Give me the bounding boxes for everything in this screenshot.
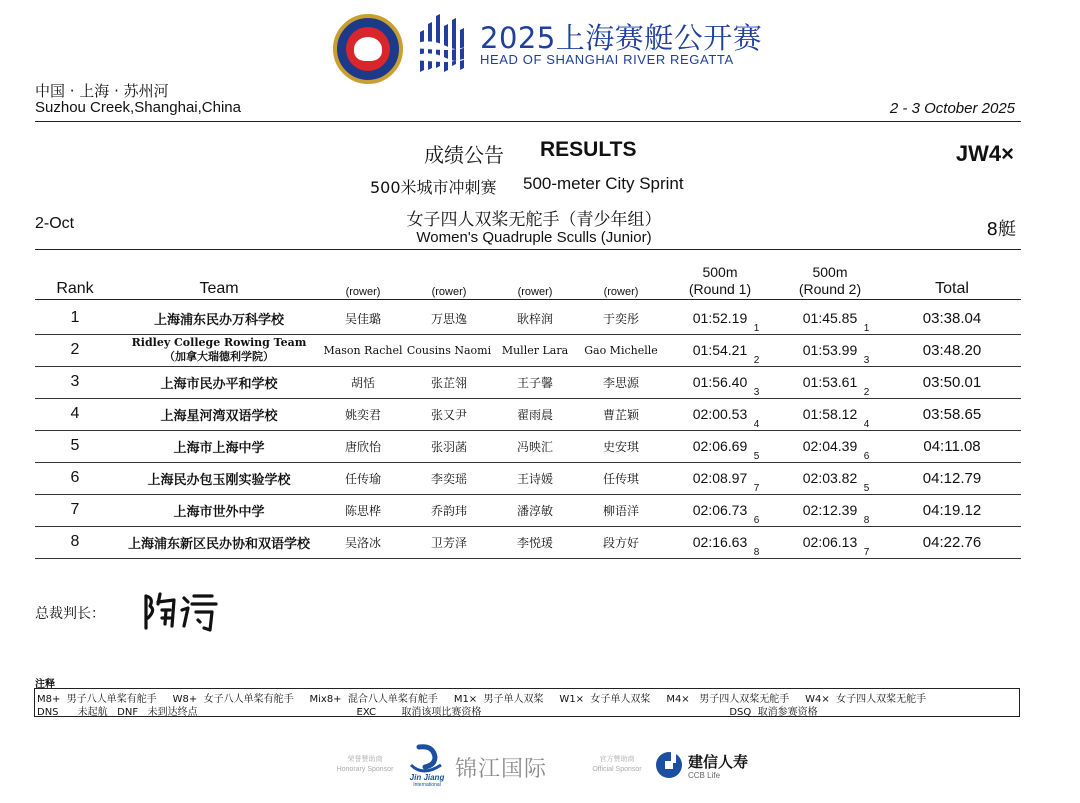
rower-cell: 李悦瑗: [516, 535, 553, 550]
rower-cell: Muller Lara: [501, 343, 569, 357]
time-value-wrap: [692, 406, 760, 430]
header-total: Total: [935, 280, 969, 297]
team-cell: [115, 334, 323, 366]
header-team: Team: [199, 280, 239, 297]
round2-time-cell: [775, 334, 885, 366]
team-name-block: [154, 309, 284, 328]
divider: [35, 121, 1021, 122]
rower-cell: 卫芳泽: [430, 535, 467, 550]
race-type-en: 500-meter City Sprint: [523, 174, 684, 193]
team-name: 上海市上海中学: [173, 440, 265, 456]
time-value: 01:58.12: [802, 406, 858, 422]
rower-cell: 万思逸: [430, 311, 467, 326]
team-cell: [115, 494, 323, 526]
rower-cell: 史安琪: [602, 439, 639, 454]
total-time-cell: 04:19.12: [922, 501, 982, 519]
round-rank: 1: [753, 323, 760, 334]
time-value-wrap: [692, 342, 760, 366]
team-cell: [115, 302, 323, 334]
total-time-cell: 04:12.79: [922, 469, 982, 487]
divider: [35, 249, 1021, 250]
rower-cell: 张羽菡: [430, 439, 467, 454]
round2-time-cell: [775, 302, 885, 334]
rower-cell: 吴洛冰: [344, 535, 381, 550]
rower-cell: 翟雨晨: [516, 407, 553, 422]
divider: [35, 299, 1021, 300]
round2-time-cell: [775, 430, 885, 462]
round1-time-cell: [665, 398, 775, 430]
header-round1: [665, 264, 775, 298]
rower-cell: Mason Rachel: [323, 343, 403, 357]
header-rower: (rower): [431, 286, 467, 298]
location-en: Suzhou Creek,Shanghai,China: [35, 99, 241, 116]
table-row: [35, 526, 1021, 559]
notes-boat-classes: M8+ 男子八人单桨有舵手 W8+ 女子八人单桨有舵手 Mix8+ 混合八人单桨有舵手 M1× 男子单人双桨 W1× 女子单人双桨 M4× 男子四人双桨无舵手 W4× 女子四人双桨无舵手: [37, 694, 927, 705]
team-name-block: [173, 501, 264, 520]
ccb-name-en: CCB Life: [688, 771, 721, 780]
round-rank: 2: [753, 355, 760, 366]
ccb-name: 建信人寿: [688, 753, 749, 771]
regatta-title-en: HEAD OF SHANGHAI RIVER REGATTA: [480, 52, 734, 67]
rower-cell: 耿梓润: [516, 311, 553, 326]
time-value: 02:06.73: [692, 502, 748, 518]
rower-cell: 段方好: [602, 535, 639, 550]
time-value-wrap: [802, 406, 870, 430]
team-name-secondary: （加拿大瑞德利学院）: [164, 350, 274, 363]
header-rower: (rower): [603, 286, 639, 298]
time-value: 01:54.21: [692, 342, 748, 358]
total-time-cell: 03:50.01: [922, 373, 982, 391]
table-row: [35, 494, 1021, 527]
time-value-wrap: [802, 342, 870, 366]
team-name: 上海市民办平和学校: [160, 376, 278, 392]
round1-time-cell: [665, 526, 775, 558]
rower-cell: 于奕彤: [602, 311, 639, 326]
rower-cell: Cousins Naomi: [406, 343, 492, 357]
team-name-block: [160, 373, 277, 392]
round-rank: 5: [863, 483, 870, 494]
rower-cell: 吴佳璐: [344, 311, 381, 326]
rower-cell: 李奕瑶: [430, 471, 467, 486]
table-row: [35, 366, 1021, 399]
total-time-cell: 04:11.08: [923, 437, 981, 455]
team-name-block: [132, 336, 307, 364]
team-name-block: [173, 437, 264, 456]
header-rower: (rower): [345, 286, 381, 298]
rank-cell: 4: [70, 405, 80, 422]
location-cn: 中国 · 上海 · 苏州河: [35, 82, 169, 100]
rower-cell: 张芷翎: [430, 375, 467, 390]
time-value: 02:16.63: [692, 534, 748, 550]
round1-time-cell: [665, 430, 775, 462]
time-value-wrap: [802, 502, 870, 526]
rower-cell: 柳语洋: [602, 503, 639, 518]
table-row: [35, 302, 1021, 335]
time-value: 01:56.40: [692, 374, 748, 390]
date-range: 2 - 3 October 2025: [889, 100, 1015, 117]
race-type-cn: 500米城市冲刺赛: [370, 178, 497, 197]
notes-box: [34, 688, 1020, 717]
rank-cell: 1: [70, 309, 80, 326]
notes-status-codes: DNS 未起航 DNF 未到达终点 EXC 取消该项比赛资格 DSQ 取消参赛资格: [37, 707, 818, 718]
team-name: 上海星河湾双语学校: [160, 408, 278, 424]
rower-cell: 任传琪: [602, 471, 639, 486]
round-rank: 6: [753, 515, 760, 526]
honorary-sponsor-label: 荣誉赞助商 Honorary Sponsor: [336, 756, 394, 773]
team-name-block: [128, 533, 310, 552]
round2-time-cell: [775, 494, 885, 526]
rowing-association-logo: [333, 14, 403, 84]
boat-count: 8艇: [986, 219, 1016, 240]
time-value: 01:53.99: [802, 342, 858, 358]
rank-cell: 3: [70, 373, 80, 390]
time-value: 02:08.97: [692, 470, 748, 486]
header-round2-label: (Round 2): [798, 281, 862, 297]
regatta-wave-logo: [410, 12, 470, 74]
time-value-wrap: [802, 374, 870, 398]
time-value: 01:53.61: [802, 374, 858, 390]
time-value-wrap: [692, 502, 760, 526]
team-name: 上海民办包玉刚实验学校: [147, 472, 291, 488]
time-value: 02:06.13: [802, 534, 858, 550]
time-value-wrap: [802, 470, 870, 494]
time-value-wrap: [802, 438, 870, 462]
team-name-block: [147, 469, 290, 488]
time-value: 01:52.19: [692, 310, 748, 326]
chief-referee-label: 总裁判长：: [35, 606, 105, 622]
table-row: [35, 430, 1021, 463]
total-time-cell: 03:38.04: [922, 309, 982, 327]
rower-cell: 乔韵玮: [430, 503, 467, 518]
round2-time-cell: [775, 462, 885, 494]
time-value: 02:03.82: [802, 470, 858, 486]
rank-cell: 7: [70, 501, 80, 518]
chief-referee-signature: [140, 588, 220, 634]
rank-cell: 5: [70, 437, 80, 454]
team-name: Ridley College Rowing Team: [131, 336, 307, 349]
ccb-logo: [654, 750, 684, 780]
table-row: [35, 334, 1021, 367]
results-table-header: [35, 262, 1021, 300]
round-rank: 2: [863, 387, 870, 398]
jinjiang-name: 锦江国际: [455, 757, 548, 782]
event-name-en: Women's Quadruple Sculls (Junior): [416, 229, 652, 246]
time-value: 02:06.69: [692, 438, 748, 454]
event-name-cn: 女子四人双桨无舵手（青少年组）: [406, 210, 662, 230]
round1-time-cell: [665, 366, 775, 398]
round-rank: 7: [753, 483, 760, 494]
rank-cell: 2: [70, 341, 80, 358]
round1-time-cell: [665, 334, 775, 366]
round-rank: 7: [863, 547, 870, 558]
time-value: 01:45.85: [802, 310, 858, 326]
header-rower: (rower): [517, 286, 553, 298]
time-value-wrap: [692, 374, 760, 398]
round-rank: 1: [863, 323, 870, 334]
team-name: 上海市世外中学: [173, 504, 265, 520]
table-row: [35, 398, 1021, 431]
rower-cell: Gao Michelle: [584, 343, 658, 357]
official-sponsor-label: 官方赞助商 Official Sponsor: [592, 756, 642, 773]
time-value-wrap: [692, 534, 760, 558]
rower-cell: 潘淳敏: [516, 503, 553, 518]
team-cell: [115, 398, 323, 430]
team-name: 上海浦东新区民办协和双语学校: [127, 536, 310, 552]
team-name-block: [160, 405, 277, 424]
time-value: 02:00.53: [692, 406, 748, 422]
team-cell: [115, 462, 323, 494]
round-rank: 3: [753, 387, 760, 398]
header-round2-distance: 500m: [812, 264, 848, 280]
rower-cell: 胡恬: [350, 375, 375, 390]
team-name: 上海浦东民办万科学校: [153, 312, 284, 328]
rank-cell: 6: [70, 469, 80, 486]
total-time-cell: 03:48.20: [922, 341, 982, 359]
time-value-wrap: [692, 438, 760, 462]
team-cell: [115, 526, 323, 558]
rower-cell: 李思源: [602, 375, 639, 390]
round1-time-cell: [665, 462, 775, 494]
rower-cell: 任传瑜: [344, 471, 381, 486]
round-rank: 3: [863, 355, 870, 366]
notes-title: 注释: [35, 679, 55, 690]
header-round1-distance: 500m: [702, 264, 738, 280]
time-value-wrap: [802, 534, 870, 558]
round-rank: 6: [863, 451, 870, 462]
rower-cell: 王子馨: [516, 375, 553, 390]
time-value-wrap: [802, 310, 870, 334]
time-value: 02:12.39: [802, 502, 858, 518]
table-row: [35, 462, 1021, 495]
results-title-en: RESULTS: [540, 138, 637, 161]
rower-cell: 冯映汇: [516, 439, 553, 454]
rower-cell: 唐欣怡: [344, 439, 381, 454]
round2-time-cell: [775, 398, 885, 430]
results-title-cn: 成绩公告: [424, 143, 504, 167]
round2-time-cell: [775, 366, 885, 398]
round-rank: 4: [753, 419, 760, 430]
regatta-title-cn: 2025上海赛艇公开赛: [480, 21, 763, 55]
rank-cell: 8: [70, 533, 80, 550]
header-round2: [775, 264, 885, 298]
rower-cell: 曹芷颖: [602, 407, 639, 422]
team-cell: [115, 366, 323, 398]
round-rank: 8: [863, 515, 870, 526]
round-rank: 5: [753, 451, 760, 462]
team-cell: [115, 430, 323, 462]
round1-time-cell: [665, 302, 775, 334]
header-rank: Rank: [56, 280, 94, 297]
total-time-cell: 04:22.76: [922, 533, 982, 551]
rower-cell: 陈思桦: [344, 503, 381, 518]
round1-time-cell: [665, 494, 775, 526]
round2-time-cell: [775, 526, 885, 558]
jinjiang-logo-subtext: International: [413, 782, 441, 788]
header-round1-label: (Round 1): [688, 281, 752, 297]
time-value: 02:04.39: [802, 438, 858, 454]
jinjiang-logo-text: Jin Jiang: [409, 773, 445, 782]
event-code: JW4×: [955, 141, 1014, 166]
rower-cell: 姚奕君: [344, 407, 381, 422]
round-rank: 4: [863, 419, 870, 430]
race-day: 2-Oct: [35, 215, 75, 232]
rower-cell: 王诗媛: [516, 471, 553, 486]
total-time-cell: 03:58.65: [922, 405, 982, 423]
rower-cell: 张又尹: [430, 407, 467, 422]
time-value-wrap: [692, 310, 760, 334]
round-rank: 8: [753, 547, 760, 558]
time-value-wrap: [692, 470, 760, 494]
